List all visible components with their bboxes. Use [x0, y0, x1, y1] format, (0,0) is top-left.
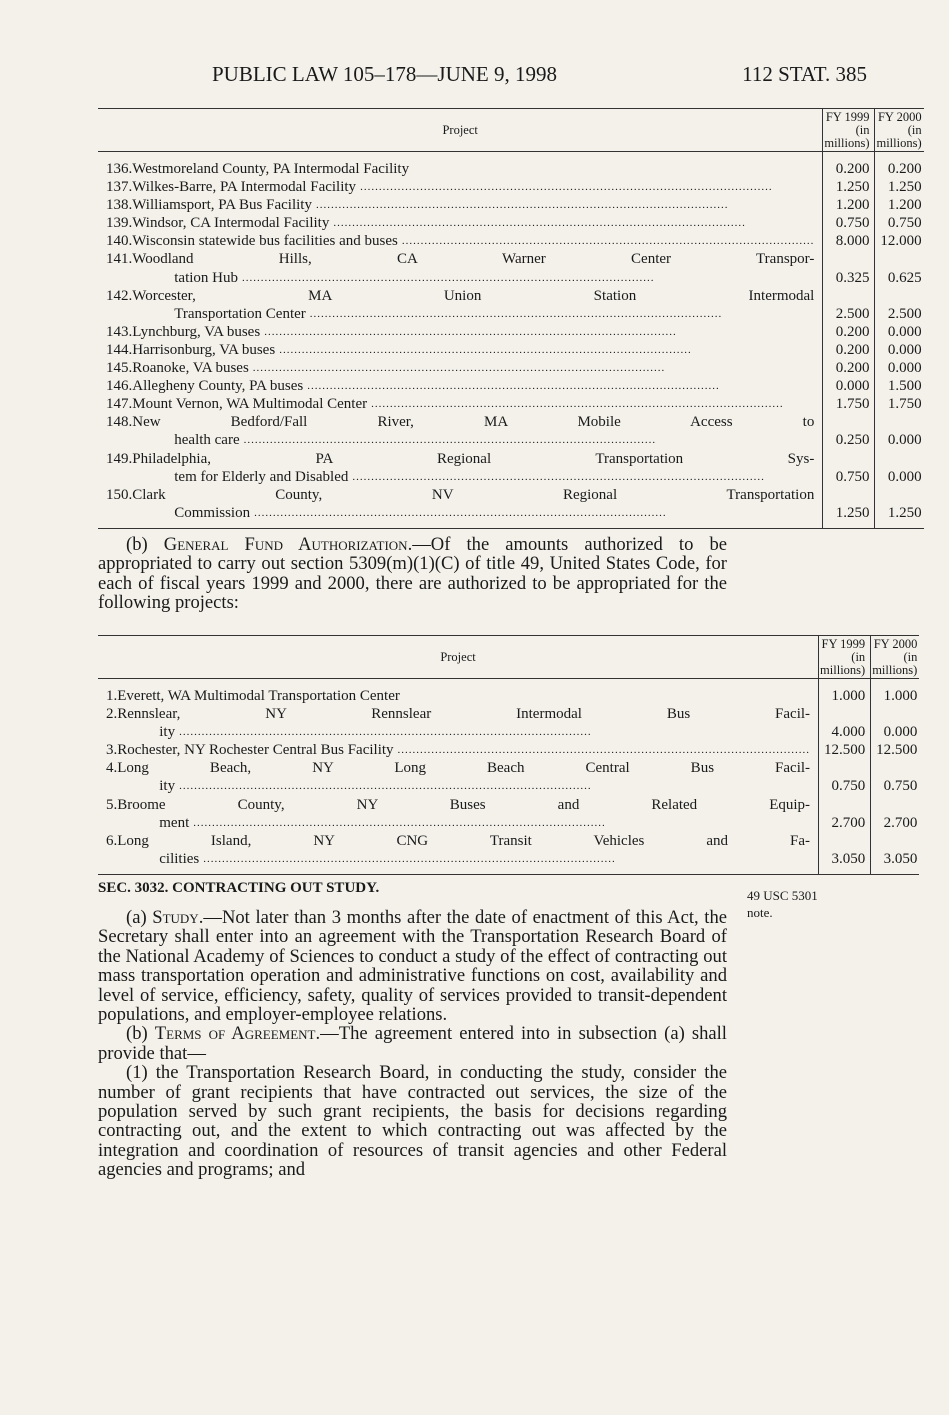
dot-leader [356, 178, 814, 196]
paragraph-text: .—Not later than 3 months after the date of enactment of this Act, the Secretary shall enter into an agreement with the Transportation Research Board of the National Academy of Sciences to conduct a study of the effect of contracting out mass transportation operation and administrative functions on cost, availability and level of service, efficiency, safety, quality of services provided to transit-dependent populations, and employer-employee relations. [98, 907, 727, 1026]
fy2000-value: 3.050 [871, 832, 920, 875]
fy1999-value: 1.200 [823, 196, 875, 214]
fy1999-value: 0.200 [823, 152, 875, 179]
fy2000-value: 1.250 [875, 178, 924, 196]
project-name [117, 705, 818, 741]
table-row [98, 486, 924, 529]
project-name [132, 232, 823, 250]
section-body [98, 908, 727, 1180]
fy1999-value: 2.500 [823, 287, 875, 323]
table-row [98, 232, 924, 250]
column-header-fy1999: FY 1999 (in millions) [819, 636, 871, 679]
fy2000-value: 0.750 [875, 214, 924, 232]
fy2000-value: 12.000 [875, 232, 924, 250]
item-number: 148. [106, 414, 133, 431]
general-fund-paragraph [98, 535, 727, 613]
fy2000-value: 0.000 [875, 341, 924, 359]
fy1999-value: 0.200 [823, 359, 875, 377]
table-row [98, 214, 924, 232]
project-line: Long Beach, NY Long Beach Central Bus Facil- [117, 760, 811, 777]
paragraph-heading: General Fund Authorization [163, 534, 408, 555]
fy2000-value: 2.500 [875, 287, 924, 323]
column-header-project: Project [98, 109, 823, 152]
fy1999-value: 3.050 [819, 832, 871, 875]
project-line: New Bedford/Fall River, MA Mobile Access to [132, 414, 815, 431]
fy1999-value: 4.000 [819, 705, 871, 741]
fy1999-value: 1.250 [823, 486, 875, 529]
dot-leader [329, 214, 814, 232]
table-row [98, 759, 919, 795]
column-header-fy2000: FY 2000 (in millions) [876, 109, 922, 150]
project-line: Broome County, NY Buses and Related Equip- [117, 796, 811, 813]
table-row [98, 377, 924, 395]
margin-note [747, 887, 818, 921]
project-name [132, 395, 823, 413]
fy2000-value: 0.000 [875, 450, 924, 486]
table-row [98, 250, 924, 286]
project-name [132, 287, 823, 323]
fy1999-value: 1.250 [823, 178, 875, 196]
column-header-fy1999: FY 1999 (in millions) [823, 109, 875, 152]
table-row [98, 196, 924, 214]
paragraph-1 [70, 1063, 727, 1179]
item-number: 146. [106, 378, 133, 395]
project-line: Mount Vernon, WA Multimodal Center [132, 396, 368, 413]
item-number: 137. [106, 179, 133, 196]
project-line: ity [159, 724, 176, 741]
table-row [98, 178, 924, 196]
project-line: Wisconsin statewide bus facilities and buses [132, 233, 398, 250]
project-line: Allegheny County, PA buses [132, 378, 304, 395]
dot-leader [394, 741, 811, 759]
project-line: tem for Elderly and Disabled [174, 468, 349, 485]
project-name [132, 486, 823, 529]
item-number: 4. [106, 760, 118, 777]
project-name [117, 679, 818, 706]
project-line: Woodland Hills, CA Warner Center Transpor- [132, 251, 815, 268]
dot-leader [175, 723, 810, 741]
item-number: 142. [106, 287, 133, 304]
dot-leader [312, 196, 814, 214]
projects-table-2 [98, 635, 919, 875]
table-row [98, 323, 924, 341]
fy2000-value: 0.200 [875, 152, 924, 179]
fy2000-value: 12.500 [871, 741, 920, 759]
fy2000-value: 1.200 [875, 196, 924, 214]
fy1999-value: 0.200 [823, 323, 875, 341]
dot-leader [260, 323, 814, 341]
fy2000-value: 0.000 [871, 705, 920, 741]
paragraph-heading: Study [152, 907, 199, 928]
project-name [117, 741, 818, 759]
item-number: 136. [106, 161, 133, 177]
paragraph-text: (1) the Transportation Research Board, in conducting the study, consider the number of grant recipients that have contracted out services, the size of the population served by such grant recipients, the basis for decisions regarding contracting out, and the extent to which contracting out was affected by the integration and coordination of resources of transit agencies and other Federal agencies and programs; and [98, 1062, 727, 1181]
dot-leader [240, 431, 815, 449]
table-row [98, 679, 919, 706]
project-line: Philadelphia, PA Regional Transportation Sys- [132, 450, 815, 467]
project-line: Westmoreland County, PA Intermodal Facility [132, 161, 410, 177]
project-name [117, 796, 818, 832]
paragraph-label: (b) [126, 534, 164, 555]
table-row [98, 152, 924, 179]
table-row [98, 450, 924, 486]
item-number: 147. [106, 396, 133, 413]
project-name [132, 196, 823, 214]
project-name [132, 178, 823, 196]
project-name [132, 152, 823, 179]
paragraph-text: .—Of the amounts authorized to be appropriated to carry out section 5309(m)(1)(C) of title 49, United States Code, for each of fiscal years 1999 and 2000, there are authorized to be appropriated for the following projects: [98, 534, 727, 614]
fy2000-value: 0.000 [875, 359, 924, 377]
project-line: Rochester, NY Rochester Central Bus Facility [117, 742, 394, 759]
dot-leader [175, 777, 810, 795]
dot-leader [238, 269, 814, 287]
fy1999-value: 12.500 [819, 741, 871, 759]
item-number: 138. [106, 197, 133, 214]
fy1999-value: 8.000 [823, 232, 875, 250]
project-name [132, 214, 823, 232]
item-number: 139. [106, 215, 133, 232]
item-number: 144. [106, 341, 133, 358]
item-number: 5. [106, 796, 118, 813]
projects-table-1 [98, 108, 924, 529]
paragraph-b [98, 1024, 727, 1063]
project-name [132, 450, 823, 486]
fy1999-value: 0.250 [823, 413, 875, 449]
dot-leader [306, 305, 815, 323]
item-number: 150. [98, 486, 132, 529]
table-row [98, 741, 919, 759]
running-title: PUBLIC LAW 105–178—JUNE 9, 1998 [212, 62, 558, 86]
project-name [132, 250, 823, 286]
item-number: 145. [106, 360, 133, 377]
fy2000-value: 1.000 [871, 679, 920, 706]
project-line: Clark County, NV Regional Transportation [132, 486, 815, 503]
project-line: Long Island, NY CNG Transit Vehicles and Fa- [117, 832, 811, 849]
project-line: tation Hub [174, 269, 238, 286]
project-line: cilities [159, 850, 200, 867]
dot-leader [398, 232, 815, 250]
project-line: ment [159, 814, 190, 831]
project-name [132, 359, 823, 377]
project-line: Lynchburg, VA buses [132, 323, 261, 340]
paragraph-a [98, 908, 727, 1024]
paragraph-heading: Terms of Agreement [154, 1023, 316, 1045]
project-line: Rennslear, NY Rennslear Intermodal Bus Facil- [117, 706, 811, 723]
item-number: 143. [106, 323, 133, 340]
project-name [132, 323, 823, 341]
fy1999-value: 2.700 [819, 796, 871, 832]
project-line: Harrisonburg, VA buses [132, 341, 276, 358]
fy2000-value: 0.000 [875, 413, 924, 449]
project-name [132, 413, 823, 449]
item-number: 1. [106, 688, 118, 704]
fy2000-value: 1.250 [875, 486, 924, 529]
fy2000-value: 0.625 [875, 250, 924, 286]
paragraph-text: .—The agreement entered into in subsection (a) shall provide that— [98, 1023, 727, 1064]
dot-leader [249, 359, 815, 377]
project-line: Worcester, MA Union Station Intermodal [132, 287, 815, 304]
fy2000-value: 0.750 [871, 759, 920, 795]
project-line: Commission [174, 504, 251, 521]
project-line: health care [174, 432, 240, 449]
column-header-project: Project [98, 636, 819, 679]
project-line: Everett, WA Multimodal Transportation Center [117, 688, 400, 704]
fy1999-value: 0.750 [819, 759, 871, 795]
section-heading: SEC. 3032. CONTRACTING OUT STUDY. [98, 880, 380, 896]
project-line: Williamsport, PA Bus Facility [132, 197, 312, 214]
fy1999-value: 0.750 [823, 214, 875, 232]
dot-leader [189, 814, 810, 832]
table-row [98, 796, 919, 832]
project-name [132, 341, 823, 359]
project-name [117, 759, 818, 795]
item-number: 2. [106, 706, 118, 723]
paragraph-label: (b) [126, 1023, 155, 1045]
dot-leader [250, 504, 814, 522]
fy1999-value: 0.325 [823, 250, 875, 286]
project-line: ity [159, 778, 176, 795]
column-header-fy2000: FY 2000 (in millions) [872, 636, 918, 677]
item-number: 6. [98, 832, 117, 875]
item-number: 149. [106, 450, 133, 467]
dot-leader [275, 341, 814, 359]
dot-leader [303, 377, 814, 395]
item-number: 140. [106, 233, 133, 250]
fy2000-value: 2.700 [871, 796, 920, 832]
fy1999-value: 0.750 [823, 450, 875, 486]
fy1999-value: 1.000 [819, 679, 871, 706]
item-number: 141. [106, 251, 133, 268]
project-name [132, 377, 823, 395]
margin-note-line: 49 USC 5301 [747, 888, 818, 903]
dot-leader [348, 468, 814, 486]
fy1999-value: 0.200 [823, 341, 875, 359]
fy1999-value: 0.000 [823, 377, 875, 395]
project-line: Roanoke, VA buses [132, 360, 249, 377]
project-line: Transportation Center [174, 305, 306, 322]
project-name [117, 832, 818, 875]
table-row [98, 359, 924, 377]
stat-page-number: 112 STAT. 385 [742, 62, 867, 86]
fy2000-value: 1.750 [875, 395, 924, 413]
item-number: 3. [106, 742, 118, 759]
fy2000-value: 1.500 [875, 377, 924, 395]
table-row [98, 341, 924, 359]
project-line: Wilkes-Barre, PA Intermodal Facility [132, 179, 357, 196]
margin-note-line: note. [747, 905, 773, 920]
table-row [98, 395, 924, 413]
fy1999-value: 1.750 [823, 395, 875, 413]
table-row [98, 832, 919, 875]
table-row [98, 413, 924, 449]
dot-leader [367, 395, 814, 413]
project-line: Windsor, CA Intermodal Facility [132, 215, 330, 232]
table-row [98, 705, 919, 741]
fy2000-value: 0.000 [875, 323, 924, 341]
table-row [98, 287, 924, 323]
dot-leader [199, 850, 810, 868]
paragraph-label: (a) [126, 907, 153, 928]
